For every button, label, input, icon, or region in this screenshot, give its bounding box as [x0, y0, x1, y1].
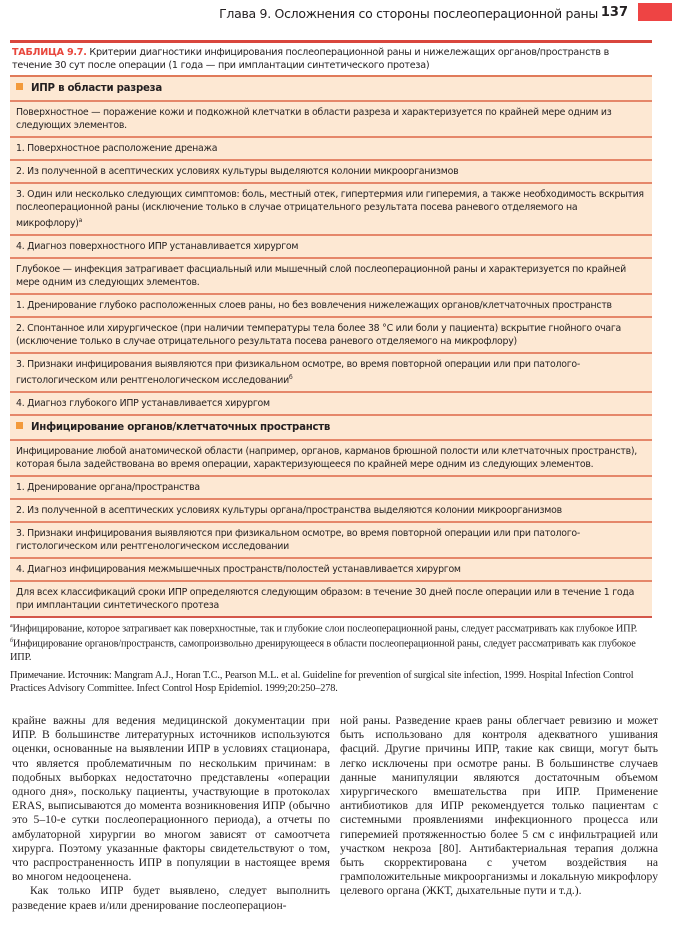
footnote-ref-b: б [288, 374, 293, 382]
footnote-ref-a: а [78, 217, 83, 224]
table-row: 4. Диагноз инфицирования межмышечных пространств/полостей устанавливается хирургом [10, 559, 652, 582]
table-row: 2. Из полученной в асептических условиях культуры выделяются колонии микроорганизмов [10, 161, 652, 184]
paragraph: ной раны. Разведение краев раны облегчает ревизию и может быть использовано для контроля адекватного ушивания фасций. Другие причины ИПР, такие как свищи, могут быть легко исключены при осмотре раны. В большинстве случаев данные манипуляции являются достаточным объемом хирургического вмешательства при ИПР. Применение антибиотиков для ИПР рекомендуется только пациентам с системными проявлениями инфекционного процесса или гиперемией протяженностью более 5 см с инфильтрацией или участком некроза [80]. Антибактериальная терапия должна быть скорректирована с учетом воздействия на грамположительные микроорганизмы и локальную микрофлору целевого органа (ЖКТ, дыхательные пути и т.д.). [340, 714, 658, 898]
table-row: 4. Диагноз поверхностного ИПР устанавливается хирургом [10, 236, 652, 259]
table-row: 4. Диагноз глубокого ИПР устанавливается хирургом [10, 393, 652, 416]
table-row: Инфицирование любой анатомической области (например, органов, карманов брюшной полости или клетчаточных пространств), которая была задействована во время операции, характеризующееся по крайней мере одним из следующих элементов. [10, 441, 652, 477]
paragraph: крайне важны для ведения медицинской документации при ИПР. В большинстве литературных источников используются оценки, основанные на выявлении ИПР в условиях стационара, что является проблематичным по нескольким причинам: в подобных выборках недостаточно представлены «операции одного дня», поскольку пациенты, участвующие в протоколах ERAS, выписываются до момента возникновения ИПР (обычно это 5–10-е сутки послеоперационного периода), а отчеты по амбулаторной хирургии во многом зависят от самоотчета хирурга. Поэтому указанные факторы свидетельствуют о том, что распространенность ИПР в популяции в настоящее время во многом недооценена. [12, 714, 330, 884]
footnote-a: $^а$Инфицирование, которое затрагивает как поверхностные, так и глубокие слои послеоперационной раны, следует рассматривать как глубокое ИПР. [10, 623, 638, 635]
table-row: 1. Дренирование органа/пространства [10, 477, 652, 500]
square-bullet-icon [16, 422, 23, 429]
paragraph: Как только ИПР будет выявлено, следует выполнить разведение краев и/или дренирование послеоперацион- [12, 884, 330, 912]
table-footnotes [10, 620, 650, 695]
body-column-left [12, 714, 330, 913]
table-row: Для всех классификаций сроки ИПР определяются следующим образом: в течение 30 дней после операции или в течение 1 года при имплантации синтетического протеза [10, 582, 652, 618]
table-row: 3. Один или несколько следующих симптомов: боль, местный отек, гипертермия или гиперемия, а также необходимость вскрытия послеоперационной раны (исключение только в случае отрицательного результата посева раневого отделяемого на микрофлору)$^а$ [10, 184, 652, 236]
body-column-right [340, 714, 658, 899]
chapter-title: Глава 9. Осложнения со стороны послеоперационной раны [219, 6, 598, 21]
table-row: 1. Поверхностное расположение дренажа [10, 138, 652, 161]
table-caption-text: Критерии диагностики инфицирования послеоперационной раны и нижележащих органов/пространств в течение 30 сут после операции (1 года — при имплантации синтетического протеза) [12, 47, 610, 71]
table-label: ТАБЛИЦА 9.7. [12, 47, 87, 58]
table-row: 1. Дренирование глубоко расположенных слоев раны, но без вовлечения нижележащих органов/клетчаточных пространств [10, 295, 652, 318]
footnote-b: $^б$Инфицирование органов/пространств, самопроизвольно дренирующееся в области послеоперационной раны, следует рассматривать как глубокое ИПР. [10, 638, 636, 663]
table-row: 3. Признаки инфицирования выявляются при физикальном осмотре, во время повторной операции или при патолого-гистологическом или рентгенологическом исследовании [10, 523, 652, 559]
table-row: 3. Признаки инфицирования выявляются при физикальном осмотре, во время повторной операции или при патолого-гистологическом или рентгенологическом исследовании$^б$ [10, 354, 652, 393]
square-bullet-icon [16, 83, 23, 90]
table-row: Поверхностное — поражение кожи и подкожной клетчатки в области разреза и характеризуется по крайней мере одним из следующих элементов. [10, 102, 652, 138]
criteria-table [10, 40, 652, 618]
table-row: 2. Спонтанное или хирургическое (при наличии температуры тела более 38 °C или боли у пациента) вскрытие гнойного очага (исключение только в случае отрицательного результата посева раневого отделяемого на микрофлору) [10, 318, 652, 354]
chapter-color-tab [638, 3, 672, 21]
source-note: Примечание. Источник: Mangram A.J., Horan T.C., Pearson M.L. et al. Guideline for prevention of surgical site infection, 1999. Hospital Infection Control Practices Advisory Committee. Infect Control Hosp Epidemiol. 1999;20:250–278. [10, 669, 634, 694]
table-row: Глубокое — инфекция затрагивает фасциальный или мышечный слой послеоперационной раны и характеризуется по крайней мере одним из следующих элементов. [10, 259, 652, 295]
section-header-organ-space: Инфицирование органов/клетчаточных пространств [10, 416, 652, 441]
section-header-incision: ИПР в области разреза [10, 77, 652, 102]
page-number: 137 [600, 5, 628, 20]
table-caption [10, 43, 652, 75]
table-row: 2. Из полученной в асептических условиях культуры органа/пространства выделяются колонии микроорганизмов [10, 500, 652, 523]
